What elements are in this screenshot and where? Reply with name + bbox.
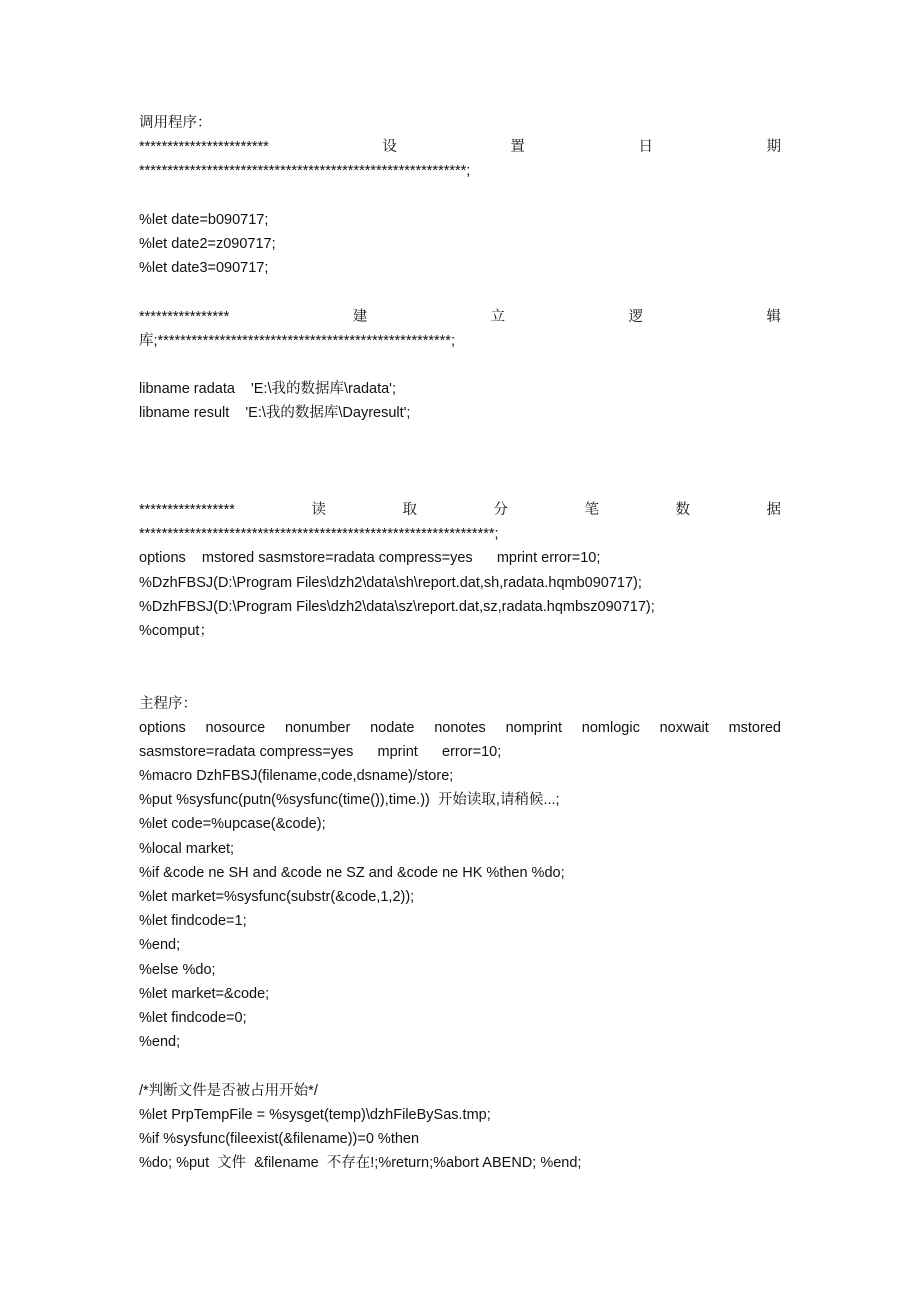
option-word: nonumber [284, 719, 351, 736]
option-word: nodate [370, 719, 415, 736]
code-line: %let date=b090717; [139, 211, 269, 228]
banner-stars: ***************** [139, 502, 235, 518]
option-word: noxwait [659, 719, 709, 736]
code-line: libname result 'E:\我的数据库\Dayresult'; [139, 405, 411, 422]
code-comment: /*判断文件是否被占用开始*/ [139, 1082, 318, 1099]
call-program-heading: 调用程序： [139, 115, 212, 131]
read-banner [139, 498, 781, 522]
banner-char: 设 [382, 139, 397, 156]
libname-banner [139, 305, 781, 329]
code-line: %let code=%upcase(&code); [139, 816, 326, 833]
set-date-banner [139, 135, 781, 159]
document-page [139, 111, 781, 1175]
main-program-heading: 主程序： [139, 695, 197, 712]
code-line: %let findcode=1; [139, 913, 247, 930]
code-line: %local market; [139, 840, 235, 857]
banner-stars: *********************** [139, 139, 269, 156]
code-line: libname radata 'E:\我的数据库\radata'; [139, 381, 396, 398]
read-banner-end: ***************************************************************; [139, 526, 499, 543]
code-line: %let date3=090717; [139, 260, 269, 277]
code-line: %put %sysfunc(putn(%sysfunc(time()),time.)) 开始读取,请稍候...; [139, 792, 560, 809]
code-line: %if &code ne SH and &code ne SZ and &code ne HK %then %do; [139, 864, 565, 881]
option-word: nomprint [505, 719, 563, 736]
code-line: %let date2=z090717; [139, 235, 276, 252]
banner-char: 数 [675, 502, 690, 518]
libname-banner-end: 库;****************************************************; [139, 332, 455, 349]
option-word: nomlogic [581, 719, 640, 736]
code-line: %let PrpTempFile = %sysget(temp)\dzhFileBySas.tmp; [139, 1106, 491, 1123]
code-line: %comput； [139, 622, 214, 639]
code-line: %if %sysfunc(fileexist(&filename))=0 %then [139, 1130, 420, 1147]
code-line: %DzhFBSJ(D:\Program Files\dzh2\data\sh\report.dat,sh,radata.hqmb090717); [139, 574, 642, 591]
option-word: mstored [728, 719, 781, 736]
banner-char: 置 [510, 139, 525, 156]
code-line: options mstored sasmstore=radata compress=yes mprint error=10; [139, 550, 601, 567]
banner-char: 辑 [766, 308, 781, 325]
banner-char: 期 [766, 139, 781, 156]
option-word: nosource [205, 719, 266, 736]
code-line: %end; [139, 1034, 181, 1051]
code-line: sasmstore=radata compress=yes mprint error=10; [139, 743, 502, 760]
option-word: options [139, 719, 186, 736]
set-date-banner-end: **********************************************************; [139, 163, 471, 180]
code-line: %let market=&code; [139, 985, 270, 1002]
banner-char: 笔 [584, 502, 599, 518]
code-line: %let market=%sysfunc(substr(&code,1,2)); [139, 889, 415, 905]
banner-char: 据 [766, 502, 781, 518]
banner-char: 立 [490, 308, 506, 325]
code-line: %let findcode=0; [139, 1009, 247, 1026]
banner-char: 取 [402, 502, 417, 518]
banner-char: 分 [493, 502, 508, 518]
banner-stars: **************** [139, 308, 230, 325]
code-line: %DzhFBSJ(D:\Program Files\dzh2\data\sz\report.dat,sz,radata.hqmbsz090717); [139, 598, 655, 615]
option-word: nonotes [434, 719, 486, 736]
banner-char: 读 [311, 502, 326, 518]
banner-char: 逻 [628, 308, 644, 325]
code-line: %macro DzhFBSJ(filename,code,dsname)/store; [139, 768, 454, 785]
banner-char: 日 [638, 139, 653, 156]
options-line [139, 716, 781, 740]
code-line: %else %do; [139, 961, 216, 978]
code-line: %end; [139, 937, 181, 954]
banner-char: 建 [352, 308, 368, 325]
code-line: %do; %put 文件 &filename 不存在!;%return;%abort ABEND; %end; [139, 1155, 582, 1172]
